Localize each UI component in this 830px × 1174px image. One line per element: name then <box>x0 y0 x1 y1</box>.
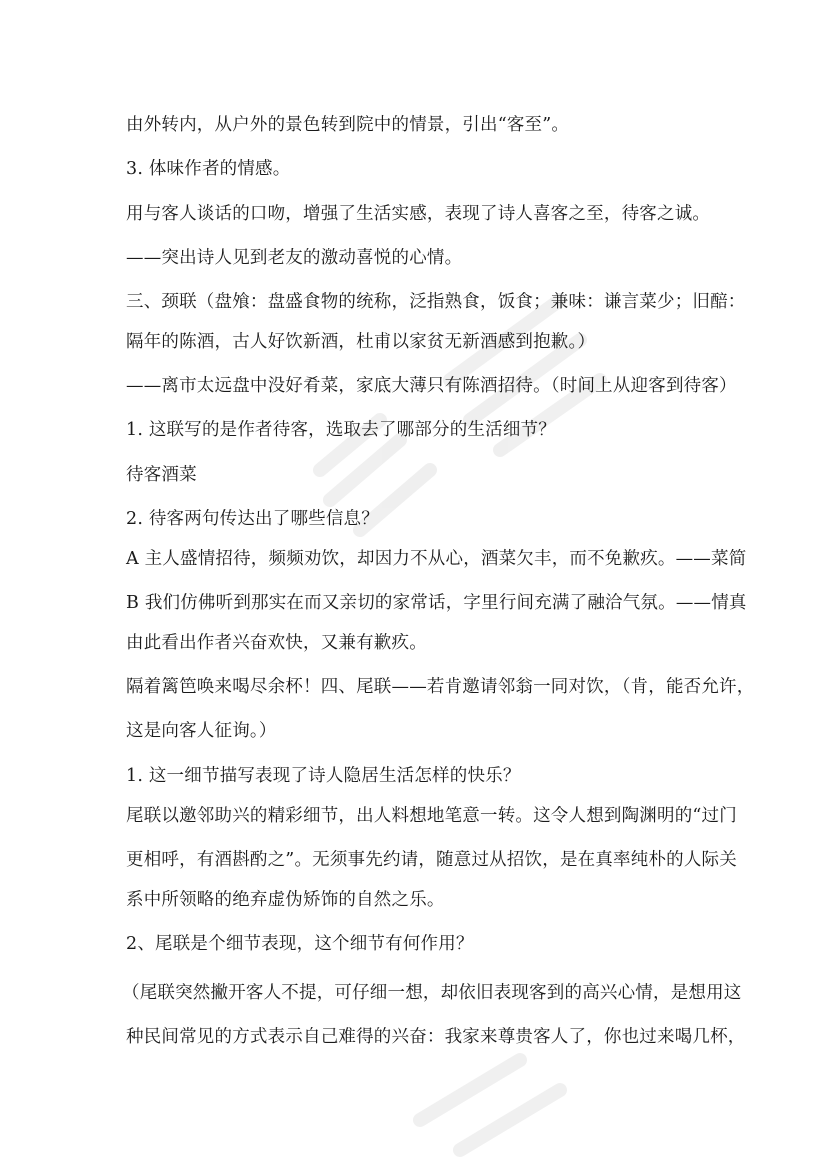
text-line: B 我们仿佛听到那实在而又亲切的家常话，字里行间充满了融洽气氛。——情真 <box>126 593 747 613</box>
text-line: ——离市太远盘中没好肴菜，家底大薄只有陈酒招待。（时间上从迎客到待客） <box>126 376 737 396</box>
text-line: （尾联突然撇开客人不提，可仔细一想，却依旧表现客到的高兴心情，是想用这 <box>122 983 742 1003</box>
text-line: 隔年的陈酒，古人好饮新酒，杜甫以家贫无新酒感到抱歉。） <box>126 332 596 352</box>
text-line: 用与客人谈话的口吻，增强了生活实感，表现了诗人喜客之至，待客之诚。 <box>126 204 711 224</box>
text-line: 三、颈联（盘飧：盘盛食物的统称，泛指熟食，饭食；兼味：谦言菜少；旧醅： <box>126 292 746 312</box>
text-line: 1. 这一细节描写表现了诗人隐居生活怎样的快乐？ <box>126 766 521 786</box>
text-line: 种民间常见的方式表示自己难得的兴奋：我家来尊贵客人了，你也过来喝几杯， <box>126 1027 746 1047</box>
text-line: 系中所领略的绝弃虚伪矫饰的自然之乐。 <box>126 890 445 910</box>
text-line: 3. 体味作者的情感。 <box>126 159 291 179</box>
text-line: 隔着篱笆唤来喝尽余杯！四、尾联——若肯邀请邻翁一同对饮，（肯，能否允许， <box>126 677 755 697</box>
text-line: 尾联以邀邻助兴的精彩细节，出人料想地笔意一转。这令人想到陶渊明的“过门 <box>126 806 737 826</box>
text-line: 更相呼，有酒斟酌之”。无须事先约请，随意过从招饮，是在真率纯朴的人际关 <box>126 850 737 870</box>
text-line: 2、尾联是个细节表现，这个细节有何作用？ <box>126 934 474 954</box>
text-line: 1. 这联写的是作者待客，选取去了哪部分的生活细节？ <box>126 420 556 440</box>
text-line: 由此看出作者兴奋欢快，又兼有歉疚。 <box>126 633 427 653</box>
text-line: 由外转内，从户外的景色转到院中的情景，引出“客至”。 <box>126 115 570 135</box>
text-line: 2. 待客两句传达出了哪些信息？ <box>126 509 379 529</box>
text-line: A 主人盛情招待，频频劝饮，却因力不从心，酒菜欠丰，而不免歉疚。——菜简 <box>126 549 747 569</box>
text-line: ——突出诗人见到老友的激动喜悦的心情。 <box>126 248 463 268</box>
text-line: 待客酒菜 <box>126 465 197 485</box>
text-line: 这是向客人征询。） <box>126 721 277 741</box>
